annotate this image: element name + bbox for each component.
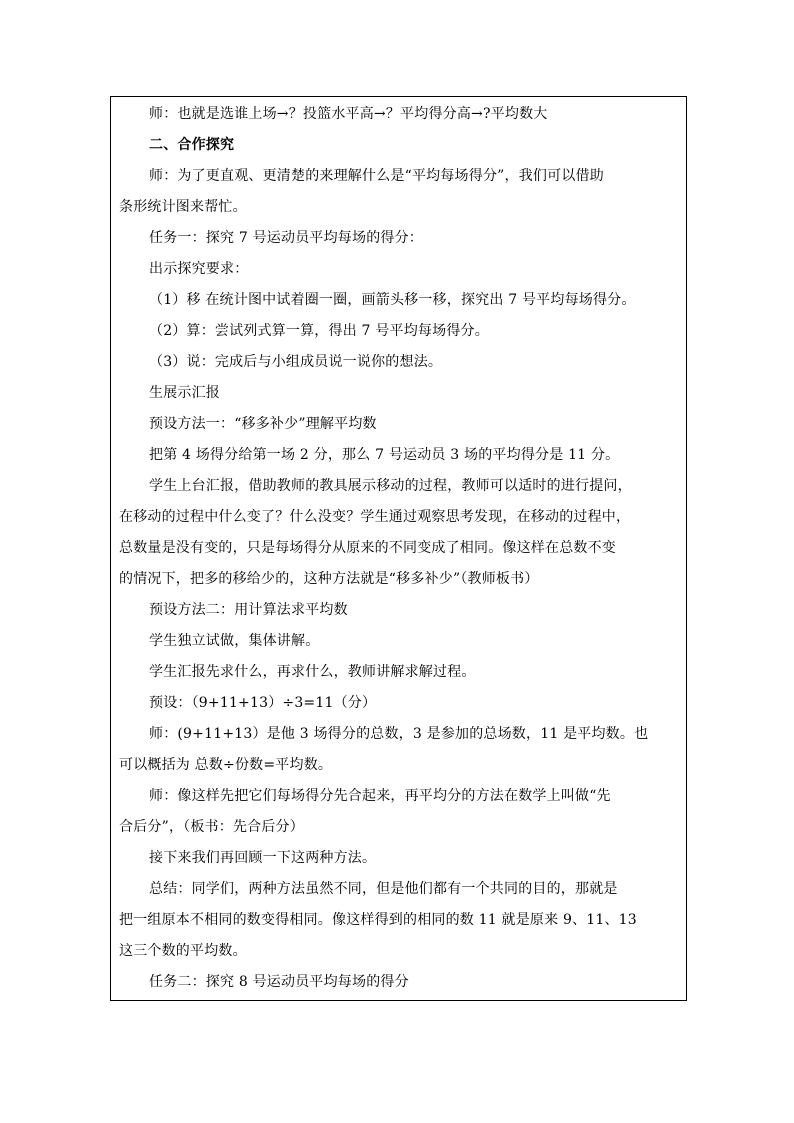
text-line: 总数量是没有变的，只是每场得分从原来的不同变成了相同。像这样在总数不变 [119, 540, 616, 556]
text-line: 师：也就是选谁上场→？投篮水平高→？平均得分高→?平均数大 [149, 106, 548, 122]
text-line: 出示探究要求： [149, 261, 249, 277]
text-line: 任务二：探究 8 号运动员平均每场的得分 [149, 974, 409, 990]
text-line: 师：为了更直观、更清楚的来理解什么是“平均每场得分”，我们可以借助 [149, 168, 604, 184]
section-heading: 二、合作探究 [149, 137, 235, 153]
list-item: （3）说：完成后与小组成员说一说你的想法。 [149, 354, 443, 370]
text-line: 把第 4 场得分给第一场 2 分，那么 7 号运动员 3 场的平均得分是 11 分。 [149, 447, 620, 463]
list-item: （2）算：尝试列式算一算，得出 7 号平均每场得分。 [149, 323, 489, 339]
text-line: 把一组原本不相同的数变得相同。像这样得到的相同的数 11 就是原来 9、11、13 [119, 912, 637, 928]
text-line: 生展示汇报 [149, 385, 220, 401]
text-line: 总结：同学们，两种方法虽然不同，但是他们都有一个共同的目的，那就是 [149, 881, 618, 897]
text-line: 预设方法二：用计算法求平均数 [149, 602, 348, 618]
text-line: 可以概括为 总数÷份数=平均数。 [119, 757, 333, 773]
text-line: 条形统计图来帮忙。 [119, 199, 247, 215]
list-item: （1）移 在统计图中试着圈一圈，画箭头移一移，探究出 7 号平均每场得分。 [149, 292, 636, 308]
text-line: 的情况下，把多的移给少的，这种方法就是“移多补少”（教师板书） [119, 571, 539, 587]
text-line: 在移动的过程中什么变了？什么没变？学生通过观察思考发现，在移动的过程中， [119, 509, 631, 525]
text-line: 学生独立试做，集体讲解。 [149, 633, 320, 649]
text-line: 预设方法一：“移多补少”理解平均数 [149, 416, 377, 432]
text-line: 学生汇报先求什么，再求什么，教师讲解求解过程。 [149, 664, 476, 680]
text-line: 师：像这样先把它们每场得分先合起来，再平均分的方法在数学上叫做“先 [149, 788, 611, 804]
text-line: 学生上台汇报，借助教师的教具展示移动的过程，教师可以适时的进行提问， [149, 478, 632, 494]
text-line: 师：(9+11+13）是他 3 场得分的总数，3 是参加的总场数，11 是平均数。也 [149, 726, 649, 742]
text-line: 合后分”，（板书：先合后分） [119, 819, 304, 835]
text-line: 预设：（9+11+13）÷3=11（分） [149, 695, 377, 711]
text-line: 接下来我们再回顾一下这两种方法。 [149, 850, 377, 866]
document-table-cell [110, 96, 687, 1001]
text-line: 这三个数的平均数。 [119, 943, 247, 959]
text-line: 任务一：探究 7 号运动员平均每场的得分： [149, 230, 424, 246]
